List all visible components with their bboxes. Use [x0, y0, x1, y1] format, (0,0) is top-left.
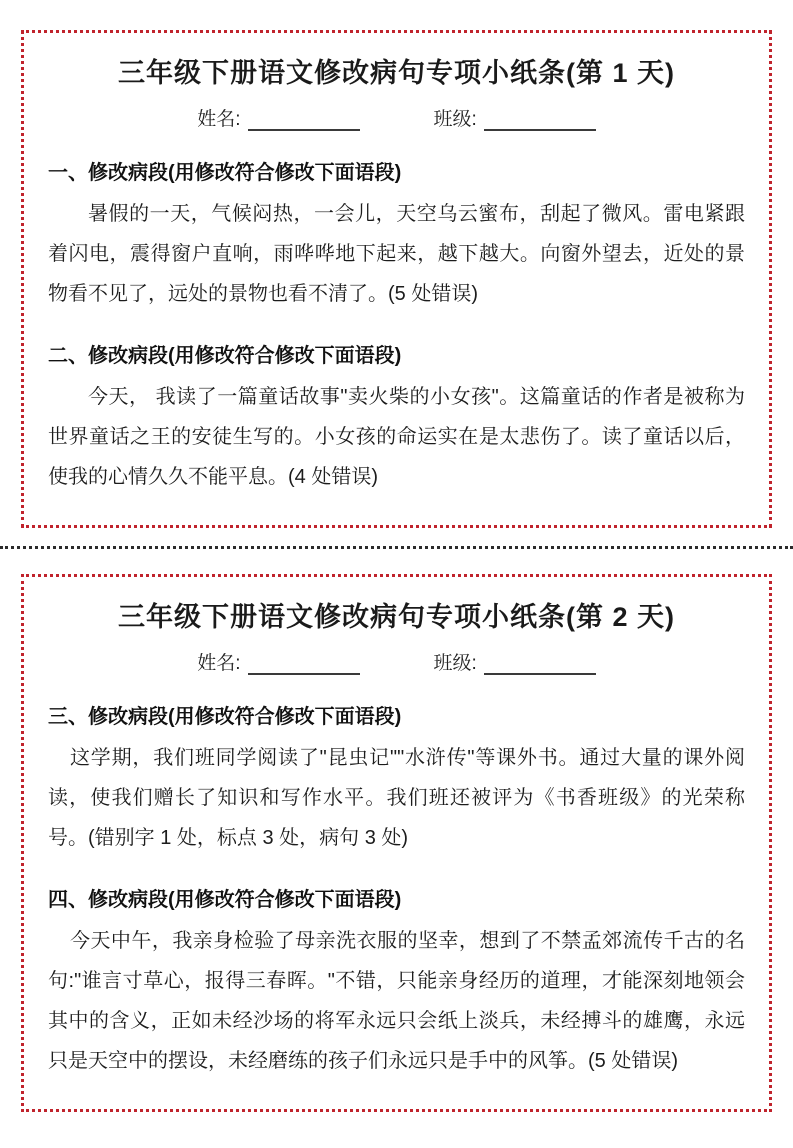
class-field-group [434, 104, 596, 131]
panel-title: 三年级下册语文修改病句专项小纸条(第 1 天) [117, 58, 675, 88]
worksheet-panel-day1 [21, 30, 772, 528]
section-1 [48, 156, 745, 314]
name-class-row [48, 648, 745, 675]
cut-line-divider [0, 546, 793, 549]
class-blank-line [484, 653, 596, 675]
name-field-group [197, 104, 359, 131]
section-3 [48, 700, 745, 858]
name-label: 姓名: [197, 109, 241, 130]
section-1-heading: 一、修改病段(用修改符合修改下面语段) [48, 162, 402, 184]
worksheet-panel-day2 [21, 574, 772, 1112]
class-field-group [434, 648, 596, 675]
name-class-row [48, 104, 745, 131]
section-4-heading: 四、修改病段(用修改符合修改下面语段) [48, 889, 402, 911]
name-field-group [197, 648, 359, 675]
class-label: 班级: [433, 653, 477, 674]
name-blank-line [248, 653, 360, 675]
section-4-paragraph: 今天中午，我亲身检验了母亲洗衣服的坚幸，想到了不禁孟郊流传千古的名句:"谁言寸草心，报得三春晖。"不错，只能亲身经历的道理，才能深刻地领会其中的含义，正如未经沙场的将军永远只会纸上淡兵，未经搏斗的雄鹰，永远只是天空中的摆设，未经磨练的孩子们永远只是手中的风筝。(5 处错误) [48, 930, 745, 1072]
section-2-paragraph: 今天， 我读了一篇童话故事"卖火柴的小女孩"。这篇童话的作者是被称为世界童话之王的安徒生写的。小女孩的命运实在是太悲伤了。读了童话以后，使我的心情久久不能平息。(4 处错误) [48, 386, 745, 488]
section-3-heading: 三、修改病段(用修改符合修改下面语段) [48, 706, 402, 728]
section-3-paragraph: 这学期，我们班同学阅读了"昆虫记""水浒传"等课外书。通过大量的课外阅读，使我们赠长了知识和写作水平。我们班还被评为《书香班级》的光荣称号。(错别字 1 处，标点 3 处，病句 3 处) [48, 747, 745, 849]
section-2 [48, 339, 745, 497]
name-label: 姓名: [197, 653, 241, 674]
panel-title: 三年级下册语文修改病句专项小纸条(第 2 天) [117, 602, 675, 632]
class-blank-line [484, 109, 596, 131]
section-1-paragraph: 暑假的一天，气候闷热，一会儿，天空乌云蜜布，刮起了微风。雷电紧跟着闪电，震得窗户直响，雨哗哗地下起来，越下越大。向窗外望去，近处的景物看不见了，远处的景物也看不清了。(5 处错误) [48, 203, 745, 305]
section-4 [48, 883, 745, 1081]
name-blank-line [248, 109, 360, 131]
section-2-heading: 二、修改病段(用修改符合修改下面语段) [48, 345, 402, 367]
class-label: 班级: [433, 109, 477, 130]
